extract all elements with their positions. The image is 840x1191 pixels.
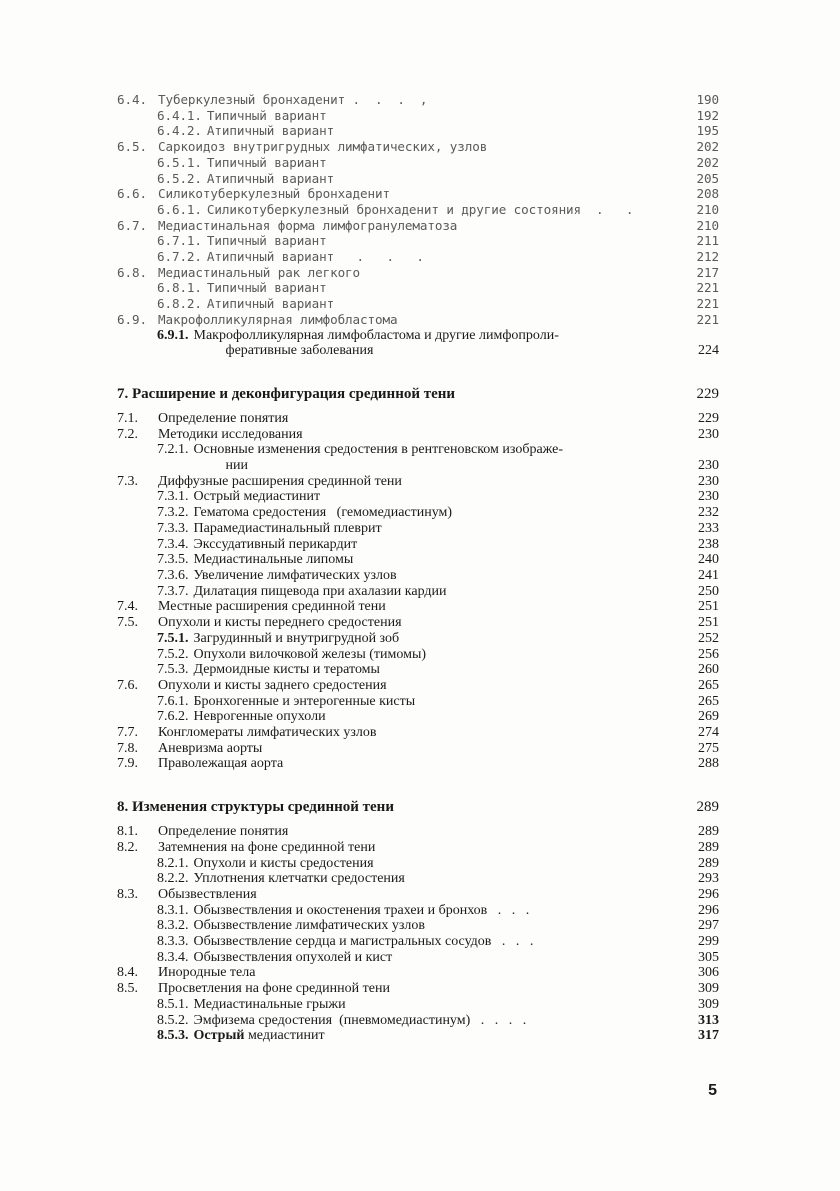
entry-title-text: Инородные тела [158, 965, 256, 981]
entry-page: 208 [696, 186, 719, 202]
entry-title-text: Эмфизема средостения (пневмомедиастинум) . . . . [193, 1012, 527, 1028]
entry-title [194, 871, 680, 887]
entry-title [194, 505, 680, 521]
entry-page: 299 [698, 934, 719, 950]
toc-entry [117, 756, 719, 772]
entry-number: 7.6. [117, 677, 138, 693]
toc-entry [117, 218, 719, 234]
entry-number: 7.5. [117, 615, 138, 631]
toc-entry [117, 521, 719, 537]
entry-number: 6.6. [117, 186, 147, 202]
toc-entry [117, 997, 719, 1013]
entry-page: 238 [698, 536, 719, 552]
entry-title [194, 903, 680, 919]
entry-title-text: Опухоли и кисты средостения [193, 855, 374, 871]
entry-title-text: Увеличение лимфатических узлов [193, 567, 397, 583]
entry-title-text: Просветления на фоне срединной тени [158, 981, 390, 997]
entry-number: 7.2. [117, 426, 138, 442]
entry-title [158, 139, 679, 155]
toc-entry [117, 709, 719, 725]
entry-title [158, 427, 679, 443]
toc-entry [117, 155, 719, 171]
toc-entry [117, 615, 719, 631]
toc-entry [117, 312, 719, 328]
entry-number: 6.8. [117, 264, 147, 280]
toc-entry [117, 584, 719, 600]
entry-number: 8.2.1. [157, 855, 189, 871]
entry-title-text: Обызвествления [158, 886, 257, 902]
entry-page: 230 [698, 426, 719, 442]
entry-number: 8.5.2. [157, 1012, 189, 1028]
entry-title-line: Основные изменения средостения в рентгеновском изображе- [193, 442, 564, 458]
entry-title-text: Дермоидные кисты и тератомы [193, 662, 380, 678]
entry-page: 252 [698, 630, 719, 646]
entry-title-text: Обызвествления и окостенения трахеи и бронхов . . . [193, 902, 530, 918]
entry-number: 8.3.2. [157, 918, 189, 934]
toc-entry [117, 328, 719, 359]
entry-number: 6.8.2. [157, 296, 202, 312]
entry-number: 6.8.1. [157, 280, 202, 296]
entry-number: 7.3.7. [157, 583, 189, 599]
entry-title [158, 840, 679, 856]
entry-title [194, 647, 680, 663]
entry-title-text: Уплотнения клетчатки средостения [193, 871, 405, 887]
entry-number: 6.9.1. [157, 327, 189, 343]
entry-page: 212 [696, 249, 719, 265]
entry-page: 317 [698, 1028, 719, 1044]
chapter-page: 229 [696, 385, 719, 402]
entry-title [207, 108, 679, 124]
entry-page: 305 [698, 949, 719, 965]
entry-title [207, 296, 679, 312]
entry-title [207, 155, 679, 171]
toc-entry [117, 489, 719, 505]
entry-page: 293 [698, 871, 719, 887]
entry-title [158, 981, 679, 997]
chapter-title: 7. Расширение и деконфигурация срединной тени [117, 385, 456, 402]
entry-page: 297 [698, 918, 719, 934]
entry-title-text: Определение понятия [158, 824, 289, 840]
entry-number: 7.6.1. [157, 693, 189, 709]
entry-number: 6.5.1. [157, 154, 202, 170]
toc-entry [117, 840, 719, 856]
entry-title [194, 442, 680, 473]
entry-number: 7.3.3. [157, 520, 189, 536]
entry-page: 275 [698, 740, 719, 756]
entry-title [194, 1013, 680, 1029]
entry-page: 250 [698, 583, 719, 599]
entry-page: 229 [698, 410, 719, 426]
toc-entry [117, 552, 719, 568]
entry-page: 221 [696, 311, 719, 327]
entry-title-text: Гематома средостения (гемомедиастинум) [193, 505, 453, 521]
entry-number: 8.3.4. [157, 949, 189, 965]
entry-title-text: Диффузные расширения срединной тени [158, 473, 402, 489]
entry-title-text: Конгломераты лимфатических узлов [158, 725, 377, 741]
entry-number: 6.4. [117, 92, 147, 107]
entry-number: 8.5.3. [157, 1028, 189, 1044]
entry-title [158, 725, 679, 741]
toc-entry [117, 965, 719, 981]
entry-title-text: Затемнения на фоне срединной тени [158, 839, 376, 855]
entry-title [158, 265, 679, 281]
entry-title-text: Медиастинальная форма лимфогранулематоза [158, 217, 458, 233]
toc-entry [117, 171, 719, 187]
entry-page: 241 [698, 567, 719, 583]
entry-number: 8.2. [117, 839, 138, 855]
entry-number: 6.7.1. [157, 233, 202, 249]
entry-page: 230 [698, 473, 719, 489]
entry-number: 7.4. [117, 599, 138, 615]
entry-number: 6.9. [117, 311, 147, 327]
entry-page: 313 [698, 1012, 719, 1028]
entry-page: 296 [698, 902, 719, 918]
entry-number: 8.2.2. [157, 871, 189, 887]
toc-entry [117, 92, 719, 108]
entry-title-line: Макрофолликулярная лимфобластома и другие лимфопроли- [193, 327, 559, 343]
toc-entry [117, 694, 719, 710]
toc-entry [117, 296, 719, 312]
entry-title-text: Типичный вариант [206, 233, 327, 249]
entry-page: 274 [698, 725, 719, 741]
toc-entry [117, 537, 719, 553]
entry-title [194, 709, 680, 725]
toc-entry [117, 1028, 719, 1044]
toc-entry [117, 662, 719, 678]
entry-title-text: Медиастинальные грыжи [193, 996, 346, 1012]
entry-page: 210 [696, 217, 719, 233]
entry-title [158, 615, 679, 631]
entry-number: 7.3.4. [157, 536, 189, 552]
entry-title [194, 521, 680, 537]
toc-entry [117, 918, 719, 934]
entry-number: 7.1. [117, 410, 138, 426]
entry-title [207, 171, 679, 187]
entry-page: 251 [698, 615, 719, 631]
entry-title-text: Опухоли и кисты переднего средостения [158, 615, 402, 631]
entry-title-text: Острый медиастинит [193, 489, 321, 505]
entry-title [158, 887, 679, 903]
entry-page: 269 [698, 709, 719, 725]
entry-page: 195 [696, 123, 719, 139]
entry-title [194, 489, 680, 505]
entry-page: 230 [698, 458, 719, 474]
entry-title [207, 123, 679, 139]
toc-entry [117, 1013, 719, 1029]
entry-page: 221 [696, 280, 719, 296]
entry-number: 7.2.1. [157, 442, 189, 458]
toc-entry [117, 647, 719, 663]
entry-number: 6.7. [117, 217, 147, 233]
entry-page: 202 [696, 154, 719, 170]
entry-title [158, 218, 679, 234]
entry-page: 224 [698, 343, 719, 359]
entry-title [194, 537, 680, 553]
entry-page: 233 [698, 520, 719, 536]
toc-entry [117, 871, 719, 887]
toc-entry [117, 186, 719, 202]
toc-entry [117, 202, 719, 218]
toc-entry [117, 981, 719, 997]
toc-entry [117, 249, 719, 265]
toc-entry [117, 123, 719, 139]
toc-entry [117, 824, 719, 840]
table-of-contents [117, 92, 719, 1044]
entry-page: 288 [698, 756, 719, 772]
entry-title [194, 1028, 680, 1044]
entry-title-text: Атипичный вариант [206, 170, 335, 186]
entry-title-text: Загрудинный и внутригрудной зоб [193, 630, 400, 646]
entry-title [194, 584, 680, 600]
toc-entry [117, 411, 719, 427]
entry-title-text: Атипичный вариант [206, 296, 335, 312]
entry-number: 7.3.6. [157, 567, 189, 583]
entry-title [207, 280, 679, 296]
entry-title-text: Типичный вариант [206, 107, 327, 123]
entry-number: 8.3.1. [157, 902, 189, 918]
entry-title [207, 202, 679, 218]
entry-title [158, 965, 679, 981]
entry-title-continuation: феративные заболевания [225, 343, 374, 359]
toc-entry [117, 725, 719, 741]
entry-title [158, 599, 679, 615]
entry-title-text: Медиастинальные липомы [193, 552, 354, 568]
entry-number: 6.5.2. [157, 170, 202, 186]
entry-number: 6.4.1. [157, 107, 202, 123]
entry-title-bold: Острый [193, 1028, 245, 1044]
entry-title-text: Неврогенные опухоли [193, 709, 326, 725]
entry-title [158, 824, 679, 840]
entry-number: 7.9. [117, 756, 138, 772]
entry-number: 8.3.3. [157, 934, 189, 950]
entry-number: 7.5.3. [157, 662, 189, 678]
entry-title-text: Аневризма аорты [158, 740, 263, 756]
entry-title-text: Туберкулезный бронхаденит . . . , [158, 92, 428, 107]
toc-entry [117, 265, 719, 281]
entry-page: 221 [696, 296, 719, 312]
entry-title-text: Типичный вариант [206, 280, 327, 296]
entry-title [207, 233, 679, 249]
entry-page: 205 [696, 170, 719, 186]
entry-title-text: Атипичный вариант [206, 123, 335, 139]
entry-page: 210 [696, 201, 719, 217]
toc-entry [117, 442, 719, 473]
entry-number: 6.4.2. [157, 123, 202, 139]
entry-title [194, 568, 680, 584]
entry-number: 8.1. [117, 824, 138, 840]
entry-title [158, 756, 679, 772]
chapter-title: 8. Изменения структуры срединной тени [117, 799, 394, 816]
entry-title [194, 552, 680, 568]
entry-number: 8.5.1. [157, 996, 189, 1012]
entry-number: 7.7. [117, 725, 138, 741]
entry-title [158, 678, 679, 694]
entry-page: 217 [696, 264, 719, 280]
entry-title-text: Обызвествление сердца и магистральных сосудов . . . [193, 934, 534, 950]
chapter-heading [117, 385, 719, 403]
entry-number: 6.6.1. [157, 201, 202, 217]
entry-number: 7.3.5. [157, 552, 189, 568]
entry-title-text: Обызвествление лимфатических узлов [193, 918, 426, 934]
entry-page: 289 [698, 839, 719, 855]
entry-title [194, 950, 680, 966]
entry-title-text: медиастинит [244, 1028, 325, 1044]
entry-title-text: Опухоли вилочковой железы (тимомы) [193, 646, 427, 662]
entry-page: 289 [698, 855, 719, 871]
entry-title-text: Парамедиастинальный плеврит [193, 520, 382, 536]
entry-page: 202 [696, 139, 719, 155]
entry-page: 309 [698, 981, 719, 997]
entry-title-text: Типичный вариант [206, 154, 327, 170]
entry-page: 251 [698, 599, 719, 615]
toc-entry [117, 139, 719, 155]
entry-number: 8.5. [117, 981, 138, 997]
chapter-heading [117, 798, 719, 816]
entry-title [194, 694, 680, 710]
entry-title [194, 631, 680, 647]
entry-title [158, 474, 679, 490]
toc-entry [117, 427, 719, 443]
toc-entry [117, 678, 719, 694]
entry-title-text: Определение понятия [158, 410, 289, 426]
entry-page: 192 [696, 107, 719, 123]
entry-number: 7.5.1. [157, 630, 189, 646]
entry-title-text: Обызвествления опухолей и кист [193, 949, 393, 965]
entry-title-text: Местные расширения срединной тени [158, 599, 386, 615]
entry-title-text: Атипичный вариант . . . [206, 249, 424, 265]
entry-title [158, 92, 679, 108]
entry-page: 265 [698, 677, 719, 693]
toc-entry [117, 280, 719, 296]
toc-entry [117, 599, 719, 615]
entry-number: 8.3. [117, 886, 138, 902]
entry-number: 7.8. [117, 740, 138, 756]
entry-title-continuation: нии [225, 458, 248, 474]
entry-title-text: Дилатация пищевода при ахалазии кардии [193, 583, 447, 599]
entry-title-text: Медиастинальный рак легкого [158, 264, 361, 280]
toc-entry [117, 568, 719, 584]
chapter-page: 289 [696, 799, 719, 816]
page-number: 5 [708, 1082, 717, 1099]
entry-title-text: Силикотуберкулезный бронхаденит [158, 186, 390, 202]
entry-title-text: Методики исследования [158, 426, 303, 442]
entry-number: 6.7.2. [157, 249, 202, 265]
entry-page: 309 [698, 996, 719, 1012]
toc-entry [117, 950, 719, 966]
toc-entry [117, 108, 719, 124]
entry-page: 289 [698, 824, 719, 840]
entry-page: 211 [696, 233, 719, 249]
entry-title-text: Праволежащая аорта [158, 756, 284, 772]
entry-title-text: Макрофолликулярная лимфобластома [158, 311, 398, 327]
toc-entry [117, 741, 719, 757]
entry-title [158, 741, 679, 757]
entry-number: 6.5. [117, 139, 147, 155]
entry-page: 256 [698, 646, 719, 662]
entry-title-text: Саркоидоз внутригрудных лимфатических, узлов [158, 139, 488, 155]
entry-title-text: Экссудативный перикардит [193, 536, 358, 552]
entry-page: 190 [696, 92, 719, 107]
entry-page: 265 [698, 693, 719, 709]
entry-title-text: Опухоли и кисты заднего средостения [158, 677, 387, 693]
entry-number: 7.3. [117, 473, 138, 489]
entry-page: 232 [698, 505, 719, 521]
entry-page: 260 [698, 662, 719, 678]
entry-title-text: Бронхогенные и энтерогенные кисты [193, 693, 416, 709]
entry-title [194, 662, 680, 678]
entry-title [194, 997, 680, 1013]
toc-entry [117, 856, 719, 872]
toc-entry [117, 474, 719, 490]
entry-number: 7.3.1. [157, 489, 189, 505]
entry-title [194, 918, 680, 934]
entry-title [158, 411, 679, 427]
entry-title [194, 328, 680, 359]
toc-entry [117, 903, 719, 919]
toc-entry [117, 934, 719, 950]
entry-title [194, 934, 680, 950]
entry-title [158, 312, 679, 328]
entry-number: 7.6.2. [157, 709, 189, 725]
toc-entry [117, 505, 719, 521]
entry-title [207, 249, 679, 265]
toc-entry [117, 887, 719, 903]
entry-title [158, 186, 679, 202]
entry-page: 240 [698, 552, 719, 568]
entry-page: 230 [698, 489, 719, 505]
entry-number: 7.5.2. [157, 646, 189, 662]
toc-entry [117, 631, 719, 647]
entry-number: 7.3.2. [157, 505, 189, 521]
entry-title [194, 856, 680, 872]
entry-page: 306 [698, 965, 719, 981]
entry-page: 296 [698, 886, 719, 902]
entry-title-text: Силикотуберкулезный бронхаденит и другие состояния . . [206, 201, 634, 217]
toc-entry [117, 233, 719, 249]
entry-number: 8.4. [117, 965, 138, 981]
